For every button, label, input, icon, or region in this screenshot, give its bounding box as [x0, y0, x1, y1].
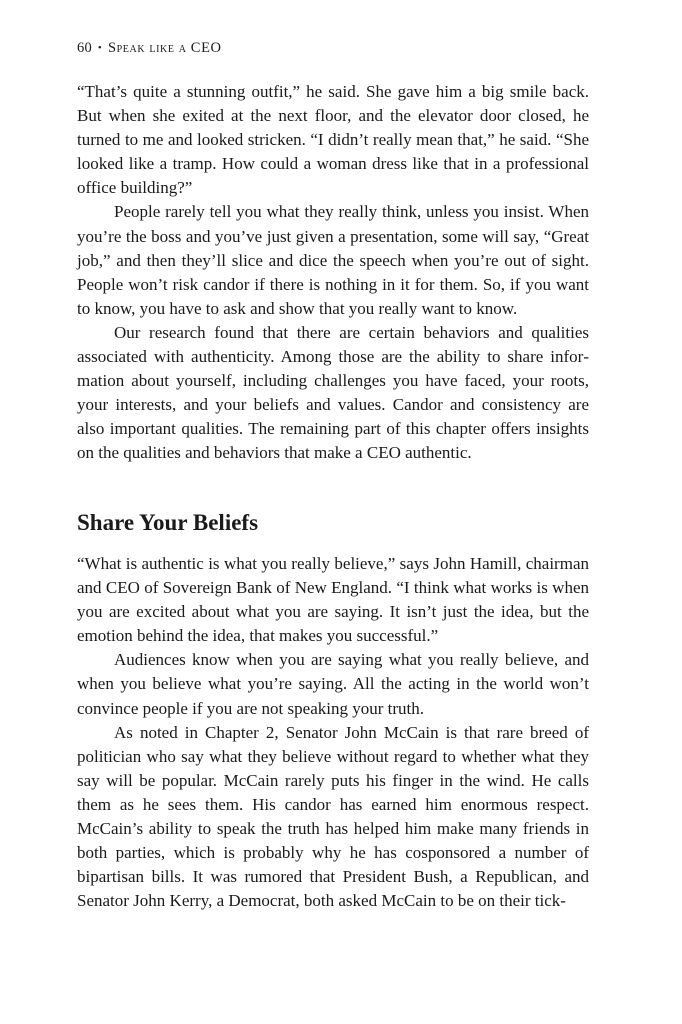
paragraph: Audiences know when you are saying what you really believe, and when you believe what you’re saying. All the acting in the world won’t convince people if you are not speaking your truth.	[77, 650, 589, 718]
page-number: 60	[77, 40, 92, 56]
paragraph: People rarely tell you what they really think, unless you insist. When you’re the boss and you’ve just given a presentation, some will say, “Great job,” and then they’ll slice and dice the speech when you’re out of sight. People won’t risk candor if there is nothing in it for them. So, if you want to know, you have to ask and show that you really want to know.	[77, 202, 589, 318]
paragraph: As noted in Chapter 2, Senator John McCain is that rare breed of politician who say what they believe without regard to whether what they say will be popular. McCain rarely puts his finger in the wind. He calls them as he sees them. His candor has earned him enormous respect. McCain’s ability to speak the truth has helped him make many friends in both parties, which is probably why he has cosponsored a number of bipartisan bills. It was rumored that President Bush, a Republican, and Senator John Kerry, a Democrat, both asked McCain to be on their tick-	[77, 722, 589, 911]
paragraph: Our research found that there are certain behaviors and qualities associated with authenticity. Among those are the ability to share information about yourself, including challenges you have faced, your roots, your interests, and your beliefs and values. Candor and consistency are also important qualities. The remaining part of this chapter offers insights on the qualities and behaviors that make a CEO authentic.	[77, 322, 589, 463]
section-heading: Share Your Beliefs	[77, 510, 259, 535]
paragraph: “What is authentic is what you really believe,” says John Hamill, chairman and CEO of Sovereign Bank of New England. “I think what works is when you are excited about what you are saying. It isn’t just the idea, but the emotion behind the idea, that makes you successful.”	[77, 554, 589, 646]
running-head-separator: •	[97, 42, 102, 54]
body-text-bottom	[77, 552, 589, 913]
body-text-top	[77, 80, 589, 466]
running-head	[77, 40, 222, 57]
paragraph: “That’s quite a stunning outfit,” he said. She gave him a big smile back. But when she exited at the next floor, and the elevator door closed, he turned to me and looked stricken. “I didn’t really mean that,” he said. “She looked like a tramp. How could a woman dress like that in a professional office building?”	[77, 82, 589, 198]
running-head-book-title: Speak like a CEO	[107, 40, 222, 56]
